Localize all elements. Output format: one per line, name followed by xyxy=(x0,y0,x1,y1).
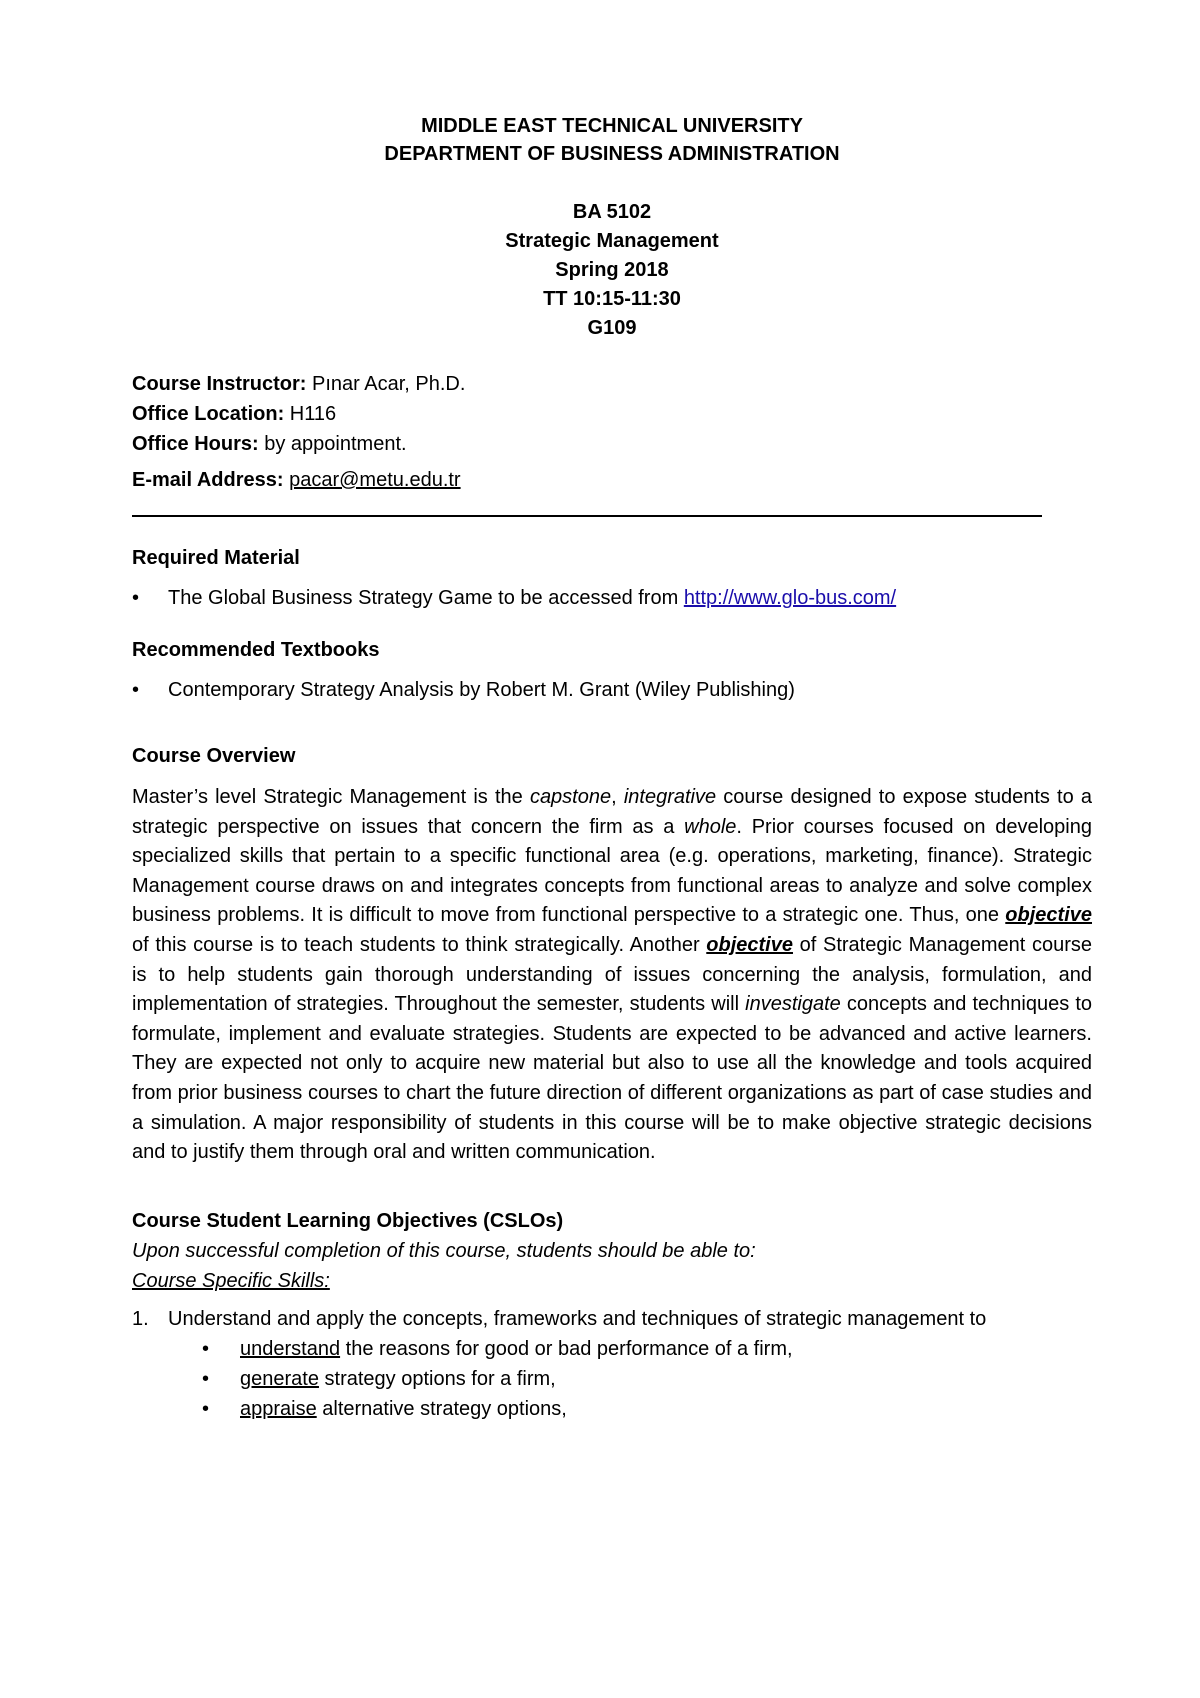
course-schedule: TT 10:15-11:30 xyxy=(543,288,681,310)
sub-rest: strategy options for a firm, xyxy=(318,1367,556,1390)
sub-rest: the reasons for good or bad performance of a firm, xyxy=(340,1337,793,1360)
instructor-row xyxy=(132,369,1092,399)
cslo-sub-list xyxy=(132,1334,1092,1424)
email-label: E-mail Address: xyxy=(132,469,284,491)
bullet-icon: • xyxy=(202,1397,210,1420)
cslo-subheading: Course Specific Skills: xyxy=(132,1269,330,1292)
department-name: DEPARTMENT OF BUSINESS ADMINISTRATION xyxy=(384,143,840,165)
bullet-icon: • xyxy=(132,679,140,701)
email-link[interactable]: pacar@metu.edu.tr xyxy=(289,469,461,491)
office-value: H116 xyxy=(284,403,337,425)
bullet-icon: • xyxy=(202,1337,210,1360)
office-label: Office Location: xyxy=(132,403,285,425)
university-name: MIDDLE EAST TECHNICAL UNIVERSITY xyxy=(421,115,803,137)
required-material-item xyxy=(132,583,1092,613)
hours-value: by appointment. xyxy=(258,433,407,455)
list-item xyxy=(202,1364,1092,1394)
cslo-item-text: Understand and apply the concepts, frameworks and techniques of strategic management to xyxy=(168,1307,987,1330)
sub-verb: generate xyxy=(240,1367,319,1390)
horizontal-divider xyxy=(132,515,1042,517)
email-row xyxy=(132,465,1092,495)
overview-text-5: of Strategic Management course is to help students gain thorough understanding of issues concerning the analysis, formulation, and implementation of strategies. Throughout the semester, students will xyxy=(132,933,1092,1016)
bullet-icon: • xyxy=(202,1367,210,1390)
sub-verb: understand xyxy=(240,1337,341,1360)
overview-text-3: . Prior courses focused on developing specialized skills that pertain to a specific functional area (e.g. operations, marketing, finance). Strategic Management course draws on and integrates concepts from functional areas to analyze and solve complex business problems. It is difficult to move from functional perspective to a strategic one. Thus, one xyxy=(132,815,1092,927)
instructor-info xyxy=(132,369,1092,495)
cslo-intro: Upon successful completion of this course, students should be able to: xyxy=(132,1239,756,1262)
overview-heading: Course Overview xyxy=(132,745,296,767)
overview-whole: whole xyxy=(684,815,737,838)
list-item xyxy=(202,1334,1092,1364)
overview-investigate: investigate xyxy=(745,993,841,1016)
textbooks-heading: Recommended Textbooks xyxy=(132,639,380,661)
overview-text-4: of this course is to teach students to think strategically. Another xyxy=(132,933,707,956)
overview-text-6: concepts and techniques to formulate, implement and evaluate strategies. Students are expected to be advanced and active learners. They are expected not only to acquire new material but also to use all the knowledge and tools acquired from prior business courses to chart the future direction of different organizations as part of case studies and a simulation. A major responsibility of students in this course will be to make objective strategic decisions and to justify them through oral and written communication. xyxy=(132,993,1092,1164)
office-row xyxy=(132,399,1092,429)
sub-rest: alternative strategy options, xyxy=(316,1397,567,1420)
instructor-value: Pınar Acar, Ph.D. xyxy=(306,373,466,395)
cslo-heading: Course Student Learning Objectives (CSLOs) xyxy=(132,1209,564,1232)
required-material-heading: Required Material xyxy=(132,547,300,569)
overview-paragraph xyxy=(132,783,1092,1168)
cslo-item-1 xyxy=(132,1304,1092,1334)
textbook-item xyxy=(132,675,1092,705)
overview-capstone: capstone xyxy=(529,786,612,808)
overview-objective-1: objective xyxy=(1005,904,1092,927)
list-item xyxy=(202,1394,1092,1424)
overview-text-1: Master’s level Strategic Management is the xyxy=(132,786,530,808)
bullet-icon: • xyxy=(132,587,140,609)
course-room: G109 xyxy=(587,317,637,339)
course-term: Spring 2018 xyxy=(555,259,669,281)
course-code: BA 5102 xyxy=(572,201,652,223)
hours-row xyxy=(132,429,1092,459)
instructor-label: Course Instructor: xyxy=(132,373,307,395)
hours-label: Office Hours: xyxy=(132,433,259,455)
textbook-text: Contemporary Strategy Analysis by Robert M. Grant (Wiley Publishing) xyxy=(168,679,795,701)
course-name: Strategic Management xyxy=(505,230,719,252)
sub-verb: appraise xyxy=(240,1397,317,1420)
required-material-text: The Global Business Strategy Game to be accessed from xyxy=(168,587,684,609)
overview-objective-2: objective xyxy=(706,933,793,956)
overview-integrative: integrative xyxy=(623,786,717,808)
cslo-item-number: 1. xyxy=(132,1307,149,1330)
overview-text-2: course designed to expose students to a strategic perspective on issues that concern the firm as a xyxy=(132,786,1092,838)
glo-bus-link[interactable]: http://www.glo-bus.com/ xyxy=(683,587,897,609)
overview-comma: , xyxy=(611,786,624,808)
